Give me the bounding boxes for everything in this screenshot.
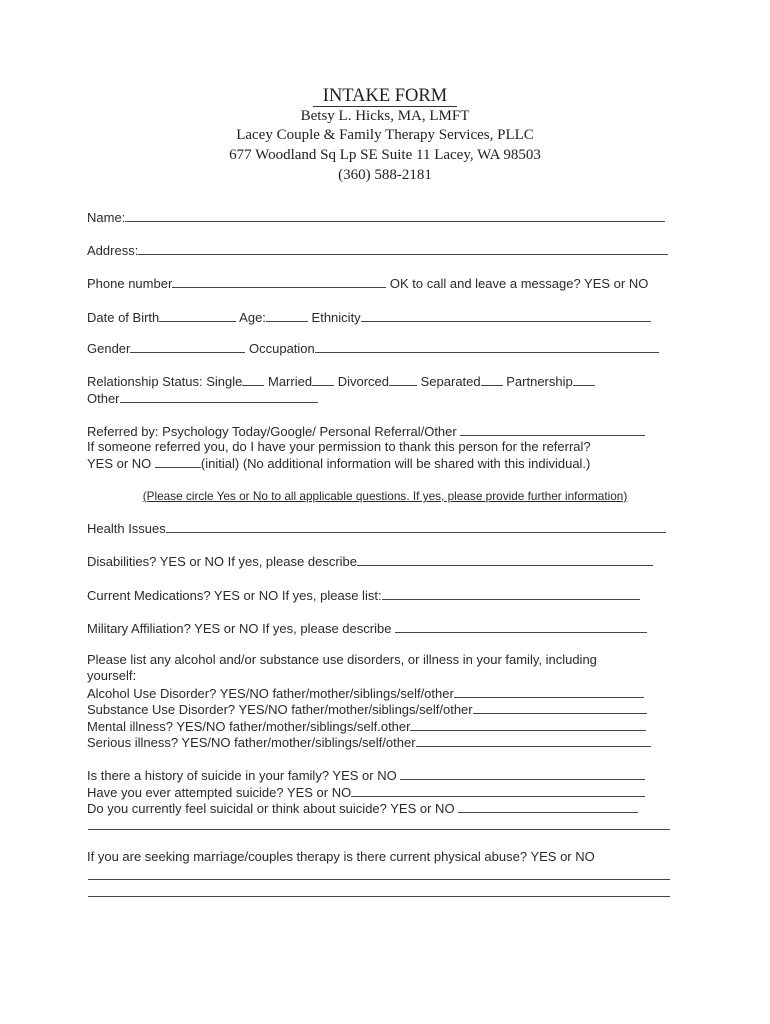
address-row xyxy=(87,242,677,259)
referral-initial-row xyxy=(87,455,677,472)
phone-label: Phone number xyxy=(87,276,173,291)
name-row xyxy=(87,209,677,226)
suicide-history-field[interactable] xyxy=(400,767,645,780)
military-row xyxy=(87,620,677,637)
referred-field[interactable] xyxy=(460,423,645,436)
mental-label: Mental illness? YES/NO father/mother/siblings/self.other xyxy=(87,719,411,734)
suicidal-now-field[interactable] xyxy=(458,800,638,813)
military-field[interactable] xyxy=(395,620,647,633)
name-label: Name: xyxy=(87,210,126,225)
health-row xyxy=(87,520,677,537)
divorced-label: Divorced xyxy=(337,374,389,389)
health-field[interactable] xyxy=(166,520,666,533)
address-label: Address: xyxy=(87,243,139,258)
alcohol-row xyxy=(87,685,677,702)
partnership-field[interactable] xyxy=(573,373,595,386)
therapist-name: Betsy L. Hicks, MA, LMFT xyxy=(300,108,470,124)
suicidal-now-row xyxy=(87,800,677,817)
suicide-history-label: Is there a history of suicide in your family? YES or NO xyxy=(87,768,397,783)
ok-to-call-label: OK to call and leave a message? YES or NO xyxy=(389,276,649,291)
referral-initial-label: (initial) (No additional information will be shared with this individual.) xyxy=(200,456,591,471)
dob-field[interactable] xyxy=(159,309,236,322)
disabilities-row xyxy=(87,553,677,570)
alcohol-label: Alcohol Use Disorder? YES/NO father/mother/siblings/self/other xyxy=(87,686,454,701)
ethnicity-label: Ethnicity xyxy=(311,310,361,325)
dob-row xyxy=(87,309,677,326)
married-field[interactable] xyxy=(312,373,334,386)
married-label: Married xyxy=(268,374,313,389)
mental-field[interactable] xyxy=(410,718,646,731)
alcohol-field[interactable] xyxy=(454,685,644,698)
attempted-field[interactable] xyxy=(351,784,645,797)
substance-row xyxy=(87,701,677,718)
attempted-label: Have you ever attempted suicide? YES or NO xyxy=(87,785,352,800)
substance-field[interactable] xyxy=(473,701,647,714)
suicide-history-row xyxy=(87,767,677,784)
other-field[interactable] xyxy=(120,390,318,403)
gender-field[interactable] xyxy=(130,340,245,353)
medications-label: Current Medications? YES or NO If yes, please list: xyxy=(87,588,382,603)
gender-label: Gender xyxy=(87,341,131,356)
abuse-line-1[interactable] xyxy=(88,879,670,880)
occupation-field[interactable] xyxy=(315,340,659,353)
phone-field[interactable] xyxy=(172,275,386,288)
other-label: Other xyxy=(87,391,120,406)
medications-row xyxy=(87,587,677,604)
dob-label: Date of Birth xyxy=(87,310,160,325)
abuse-label: If you are seeking marriage/couples therapy is there current physical abuse? YES or NO xyxy=(87,849,595,864)
ethnicity-field[interactable] xyxy=(361,309,651,322)
instructions-notice: (Please circle Yes or No to all applicable questions. If yes, please provide further information) xyxy=(142,489,628,503)
practice-name: Lacey Couple & Family Therapy Services, PLLC xyxy=(236,127,534,143)
mental-row xyxy=(87,718,677,735)
relationship-row xyxy=(87,373,677,390)
separated-field[interactable] xyxy=(481,373,503,386)
other-row xyxy=(87,390,677,407)
serious-field[interactable] xyxy=(416,734,651,747)
suicide-extra-line[interactable] xyxy=(88,829,670,830)
medications-field[interactable] xyxy=(382,587,640,600)
partnership-label: Partnership xyxy=(506,374,573,389)
family-intro-1: Please list any alcohol and/or substance use disorders, or illness in your family, including xyxy=(87,652,597,667)
phone-row xyxy=(87,275,677,292)
abuse-line-2[interactable] xyxy=(88,896,670,897)
disabilities-label: Disabilities? YES or NO If yes, please describe xyxy=(87,554,357,569)
age-field[interactable] xyxy=(266,309,308,322)
referral-initial-field[interactable] xyxy=(155,455,201,468)
suicidal-now-label: Do you currently feel suicidal or think about suicide? YES or NO xyxy=(87,801,455,816)
substance-label: Substance Use Disorder? YES/NO father/mother/siblings/self/other xyxy=(87,702,473,717)
relationship-label: Relationship Status: Single xyxy=(87,374,243,389)
occupation-label: Occupation xyxy=(249,341,315,356)
attempted-row xyxy=(87,784,677,801)
separated-label: Separated xyxy=(420,374,481,389)
referral-yes-no: YES or NO xyxy=(87,456,152,471)
practice-address: 677 Woodland Sq Lp SE Suite 11 Lacey, WA 98503 xyxy=(229,147,541,163)
abuse-row xyxy=(87,849,677,865)
name-field[interactable] xyxy=(125,209,665,222)
health-label: Health Issues xyxy=(87,521,166,536)
military-label: Military Affiliation? YES or NO If yes, please describe xyxy=(87,621,392,636)
referral-permission: If someone referred you, do I have your permission to thank this person for the referral? xyxy=(87,439,591,454)
single-field[interactable] xyxy=(242,373,264,386)
serious-label: Serious illness? YES/NO father/mother/siblings/self/other xyxy=(87,735,416,750)
serious-row xyxy=(87,734,677,751)
address-field[interactable] xyxy=(138,242,668,255)
practice-phone: (360) 588-2181 xyxy=(338,167,432,183)
family-intro-2: yourself: xyxy=(87,668,137,683)
disabilities-field[interactable] xyxy=(357,553,653,566)
form-title: INTAKE FORM xyxy=(0,86,770,107)
referred-label: Referred by: Psychology Today/Google/ Personal Referral/Other xyxy=(87,424,457,439)
gender-row xyxy=(87,340,677,357)
age-label: Age: xyxy=(239,310,266,325)
referred-row xyxy=(87,423,677,440)
divorced-field[interactable] xyxy=(389,373,417,386)
